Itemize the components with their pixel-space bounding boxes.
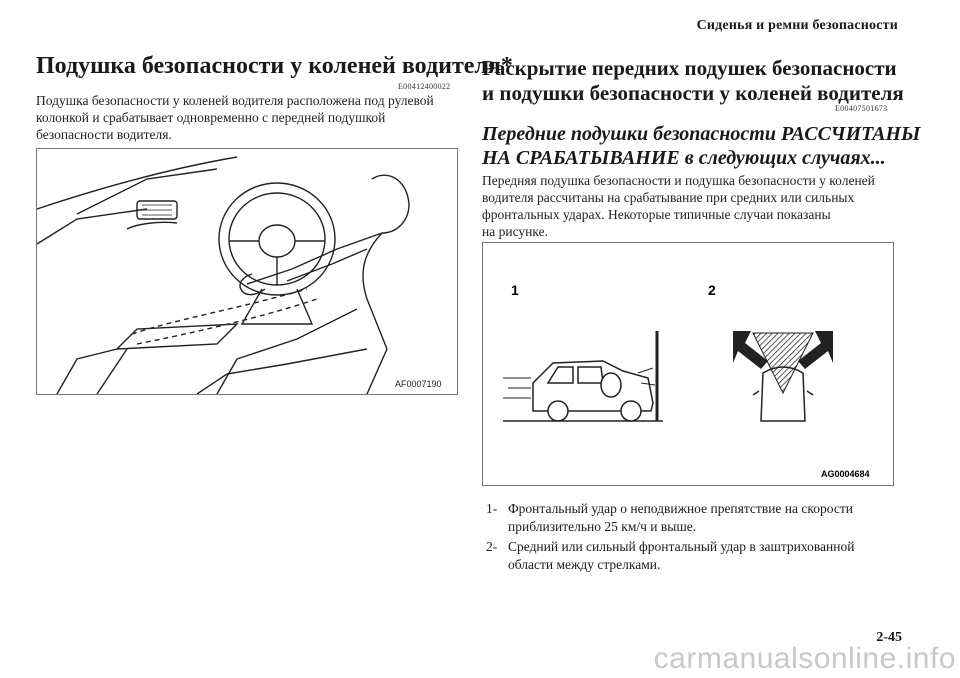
left-paragraph-line: колонкой и срабатывает одновременно с передней подушкой: [36, 110, 386, 125]
car-top-view-hatched-zone-icon: [733, 331, 833, 421]
case-2-label: 2: [708, 282, 716, 298]
right-title: [482, 56, 904, 106]
right-paragraph-line: водителя рассчитаны на срабатывание при средних или сильных: [482, 190, 855, 205]
list-item-line: области между стрелками.: [508, 557, 661, 572]
list-item-line: Средний или сильный фронтальный удар в заштрихованной: [508, 539, 855, 554]
right-subtitle-line: НА СРАБАТЫВАНИЕ в следующих случаях...: [482, 147, 886, 169]
collision-cases-illustration: [483, 243, 893, 485]
knee-airbag-figure: [36, 148, 458, 395]
right-title-line: Раскрытие передних подушек безопасности: [482, 56, 897, 80]
right-paragraph: [482, 172, 912, 240]
deployment-cases-figure: [482, 242, 894, 486]
list-item: [486, 500, 906, 536]
right-paragraph-line: Передняя подушка безопасности и подушка безопасности у коленей: [482, 173, 875, 188]
right-subtitle: [482, 122, 920, 170]
right-subtitle-line: Передние подушки безопасности РАССЧИТАНЫ: [482, 123, 921, 145]
right-paragraph-line: на рисунке.: [482, 224, 548, 239]
watermark: carmanualsonline.info: [653, 642, 956, 675]
left-title: Подушка безопасности у коленей водителя*: [36, 53, 513, 79]
left-paragraph-line: безопасности водителя.: [36, 127, 172, 142]
right-paragraph-line: фронтальных ударах. Некоторые типичные случаи показаны: [482, 207, 831, 222]
list-marker: 1-: [486, 501, 498, 516]
right-title-line: и подушки безопасности у коленей водителя: [482, 81, 904, 105]
left-code: E00412400022: [398, 82, 451, 91]
left-paragraph: [36, 92, 466, 143]
driver-knee-airbag-illustration: [37, 149, 457, 394]
list-marker: 2-: [486, 539, 498, 554]
list-item-line: Фронтальный удар о неподвижное препятствие на скорости: [508, 501, 853, 516]
car-frontal-wall-crash-icon: [503, 331, 663, 421]
right-figure-code: AG0004684: [821, 469, 870, 479]
left-figure-code: AF0007190: [395, 379, 442, 389]
left-paragraph-line: Подушка безопасности у коленей водителя расположена под рулевой: [36, 93, 434, 108]
cases-list: [486, 500, 906, 574]
page-number: 2-45: [876, 630, 902, 645]
list-item-line: приблизительно 25 км/ч и выше.: [508, 519, 697, 534]
section-header-title: Сиденья и ремни безопасности: [696, 18, 898, 33]
right-code: E00407501673: [835, 104, 888, 113]
case-1-label: 1: [511, 282, 519, 298]
list-item: [486, 538, 906, 574]
